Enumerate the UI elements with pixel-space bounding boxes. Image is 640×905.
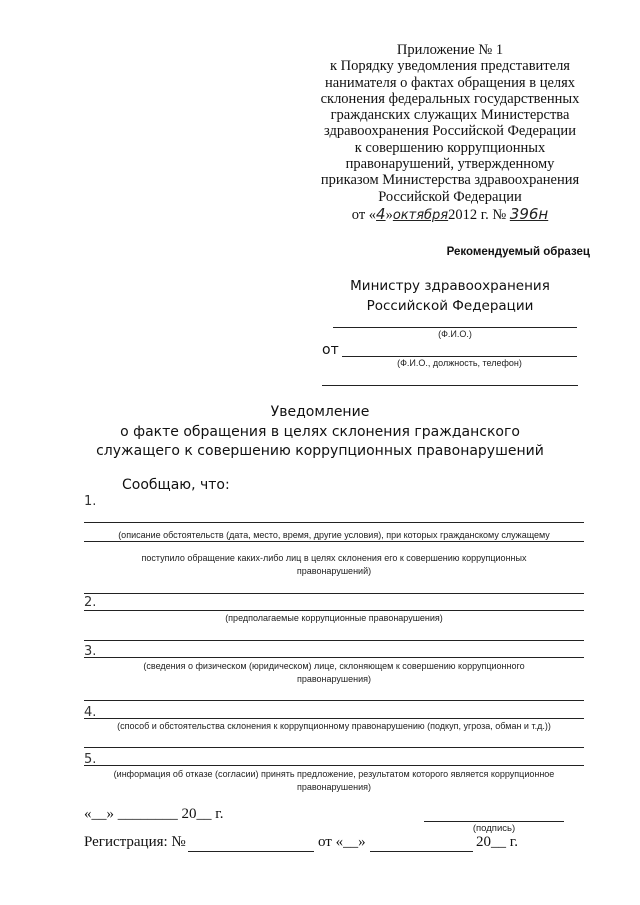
footer-date: «__» ________ 20__ г. [84, 806, 224, 822]
order-date-day: 4 [376, 204, 386, 223]
notice-subtitle-line2: служащего к совершению коррупционных правонарушений [96, 443, 544, 459]
order-date-line [300, 206, 600, 224]
item-number: 1. [84, 494, 97, 509]
item-line [84, 522, 584, 523]
notice-title-block [0, 403, 640, 462]
appendix-line: правонарушений, утвержденному [345, 156, 555, 173]
item-line [84, 610, 584, 611]
notice-subtitle-line1: о факте обращения в целях склонения гражданского [120, 423, 520, 440]
addressee-line1: Министру здравоохранения [350, 278, 550, 294]
order-date-prefix: от « [351, 206, 377, 223]
appendix-line: Российской Федерации [378, 188, 522, 205]
item-caption: правонарушений) [296, 566, 372, 576]
from-caption: (Ф.И.О., должность, телефон) [397, 358, 522, 368]
item-line [84, 700, 584, 701]
order-date-mid: » [385, 206, 393, 223]
item-caption: правонарушения) [296, 674, 372, 684]
item-line [84, 765, 584, 766]
appendix-header [300, 42, 600, 224]
order-date-year: 2012 г. № [448, 206, 507, 223]
item-line [84, 657, 584, 658]
item-line [84, 640, 584, 641]
item-number: 5. [84, 752, 97, 767]
registration-year: 20__ г. [476, 834, 518, 850]
appendix-line: приказом Министерства здравоохранения [320, 172, 580, 189]
fio-line [333, 327, 577, 328]
from-line-extra [322, 385, 578, 386]
item-caption: (информация об отказе (согласии) принять предложение, результатом которого является коррупционное [113, 769, 555, 779]
appendix-line: к совершению коррупционных [354, 139, 546, 156]
item-number: 3. [84, 644, 97, 659]
item-line [84, 541, 584, 542]
order-date-month: октября [392, 207, 449, 223]
item-caption: (способ и обстоятельства склонения к коррупционному правонарушению (подкуп, угроза, обман и т.д.)) [117, 721, 551, 731]
recommended-sample-label: Рекомендуемый образец [446, 246, 590, 258]
item-caption: (сведения о физическом (юридическом) лице, склоняющем к совершению коррупционного [143, 661, 525, 671]
registration-from: от «__» [318, 834, 366, 850]
appendix-line: гражданских служащих Министерства [330, 107, 570, 124]
registration-label: Регистрация: № [84, 834, 186, 850]
report-label: Сообщаю, что: [122, 477, 230, 493]
from-line [342, 356, 577, 357]
item-caption: поступило обращение каких-либо лиц в целях склонения его к совершению коррупционных [141, 553, 527, 563]
item-caption: правонарушения) [296, 782, 372, 792]
item-line [84, 718, 584, 719]
appendix-line: здравоохранения Российской Федерации [324, 123, 576, 140]
item-caption: (описание обстоятельств (дата, место, время, другие условия), при которых гражданскому служащему [118, 530, 550, 540]
item-line [84, 747, 584, 748]
registration-date-line [370, 851, 473, 852]
signature-caption: (подпись) [472, 823, 516, 834]
appendix-line: нанимателя о фактах обращения в целях [324, 74, 576, 91]
notice-title: Уведомление [270, 404, 370, 420]
appendix-line: склонения федеральных государственных [320, 90, 580, 107]
item-number: 4. [84, 705, 97, 720]
from-label: от [322, 342, 339, 358]
item-line [84, 593, 584, 594]
addressee-block [300, 276, 600, 316]
addressee-line2: Российской Федерации [366, 298, 534, 314]
fio-caption: (Ф.И.О.) [438, 329, 472, 339]
registration-number-line [188, 851, 314, 852]
signature-line [424, 821, 564, 822]
order-number: 396н [509, 204, 549, 223]
item-caption: (предполагаемые коррупционные правонарушения) [225, 613, 443, 623]
appendix-line: Приложение № 1 [396, 42, 504, 58]
item-number: 2. [84, 595, 97, 610]
appendix-line: к Порядку уведомления представителя [330, 58, 570, 75]
